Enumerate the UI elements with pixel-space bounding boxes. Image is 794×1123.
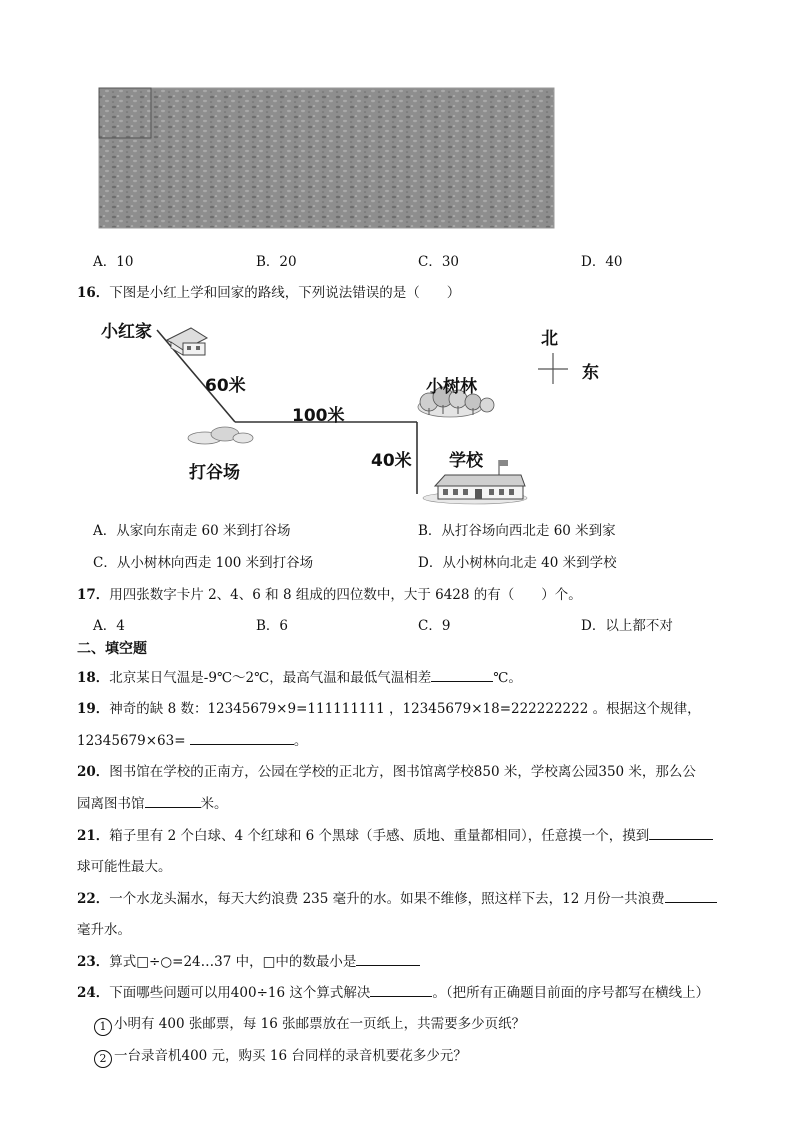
item-text: 小明有 400 张邮票，每 16 张邮票放在一页纸上，共需要多少页纸？: [114, 1016, 526, 1032]
question-text-end: 。（把所有正确题目前面的序号都写在横线上）: [432, 985, 710, 1001]
question-20: [77, 760, 696, 780]
question-text-end: ℃。: [493, 670, 522, 686]
question-18: [77, 666, 522, 686]
q24-item-2: [94, 1044, 467, 1068]
question-19: [77, 697, 701, 717]
label-school: 学校: [449, 451, 483, 471]
q16-option-c: C．从小树林向西走 100 米到打谷场: [93, 555, 314, 571]
question-text: 园离图书馆: [77, 796, 145, 812]
answer-blank[interactable]: [665, 890, 717, 903]
haystack-icon: [188, 427, 253, 444]
label-north: 北: [541, 329, 558, 349]
q16-option-b: B．从打谷场向西北走 60 米到家: [418, 523, 616, 539]
circled-number-2: 2: [94, 1050, 112, 1068]
question-number: 18．: [77, 670, 110, 686]
circled-number-1: 1: [94, 1018, 112, 1036]
question-17: [77, 583, 582, 603]
question-text: 图书馆在学校的正南方，公园在学校的正北方，图书馆离学校850 米，学校离公园350 米，那么公: [109, 764, 696, 780]
house-icon: [167, 328, 207, 355]
question-number: 21．: [77, 828, 110, 844]
question-number: 19．: [77, 701, 110, 717]
question-text: 箱子里有 2 个白球、4 个红球和 6 个黑球（手感、质地、重量都相同），任意摸一个，摸到: [109, 828, 650, 844]
q15-option-a: A．10: [93, 254, 134, 270]
q17-option-b: B．6: [256, 618, 289, 634]
answer-blank[interactable]: [431, 669, 493, 682]
question-16: [77, 281, 460, 301]
route-map-lines: [95, 310, 655, 510]
q15-option-b: B．20: [256, 254, 297, 270]
question-text: 12345679×63=: [77, 733, 190, 749]
question-number: 16．: [77, 285, 110, 301]
question-number: 20．: [77, 764, 110, 780]
answer-blank[interactable]: [145, 795, 201, 808]
question-22-line2: [77, 918, 131, 938]
question-text-end: 。: [293, 733, 308, 749]
question-text: 神奇的缺 8 数：12345679×9=111111111 ，12345679×18=222222222 。根据这个规律，: [109, 701, 701, 717]
label-threshing-ground: 打谷场: [189, 463, 240, 483]
question-number: 23．: [77, 954, 110, 970]
answer-blank[interactable]: [649, 827, 713, 840]
q17-option-a: A．4: [93, 618, 125, 634]
question-text: 下面哪些问题可以用400÷16 这个算式解决: [109, 985, 371, 1001]
question-20-line2: [77, 792, 228, 812]
question-24: [77, 981, 709, 1001]
section-heading: 二、填空题: [77, 641, 147, 657]
q15-option-c: C．30: [418, 254, 460, 270]
answer-blank[interactable]: [356, 953, 420, 966]
label-distance-40: 40米: [371, 451, 412, 471]
question-text: 用四张数字卡片 2、4、6 和 8 组成的四位数中，大于 6428 的有（ ）个。: [109, 587, 582, 603]
question-number: 17．: [77, 587, 110, 603]
q15-option-d: D．40: [581, 254, 623, 270]
question-text: 北京某日气温是-9℃～2℃，最高气温和最低气温相差: [109, 670, 432, 686]
question-21-line2: [77, 855, 172, 875]
label-distance-60: 60米: [205, 376, 246, 396]
question-number: 24．: [77, 985, 110, 1001]
q16-option-d: D．从小树林向北走 40 米到学校: [418, 555, 617, 571]
answer-blank[interactable]: [190, 732, 294, 745]
q17-option-c: C．9: [418, 618, 451, 634]
answer-blank[interactable]: [370, 984, 432, 997]
rice-field-image: [97, 84, 557, 230]
q24-item-1: [94, 1012, 525, 1036]
question-text: 下图是小红上学和回家的路线，下列说法错误的是（ ）: [109, 285, 461, 301]
label-east: 东: [582, 363, 599, 383]
question-22: [77, 887, 717, 907]
question-23: [77, 950, 420, 970]
question-text-end: 米。: [200, 796, 228, 812]
q16-option-a: A．从家向东南走 60 米到打谷场: [93, 523, 291, 539]
question-text: 毫升水。: [77, 922, 131, 938]
question-21: [77, 824, 713, 844]
question-text: 球可能性最大。: [77, 859, 172, 875]
item-text: 一台录音机400 元，购买 16 台同样的录音机要花多少元？: [114, 1048, 467, 1064]
q17-option-d: D．以上都不对: [581, 618, 673, 634]
route-map: [95, 310, 655, 510]
question-19-line2: [77, 729, 307, 749]
speckled-field-picture: [97, 84, 557, 230]
label-home: 小红家: [101, 322, 152, 342]
question-number: 22．: [77, 891, 110, 907]
question-text: 一个水龙头漏水，每天大约浪费 235 毫升的水。如果不维修，照这样下去，12 月份一共浪费: [109, 891, 665, 907]
label-grove: 小树林: [426, 377, 477, 397]
question-text: 算式□÷○=24…37 中，□中的数最小是: [109, 954, 357, 970]
label-distance-100: 100米: [292, 406, 345, 426]
